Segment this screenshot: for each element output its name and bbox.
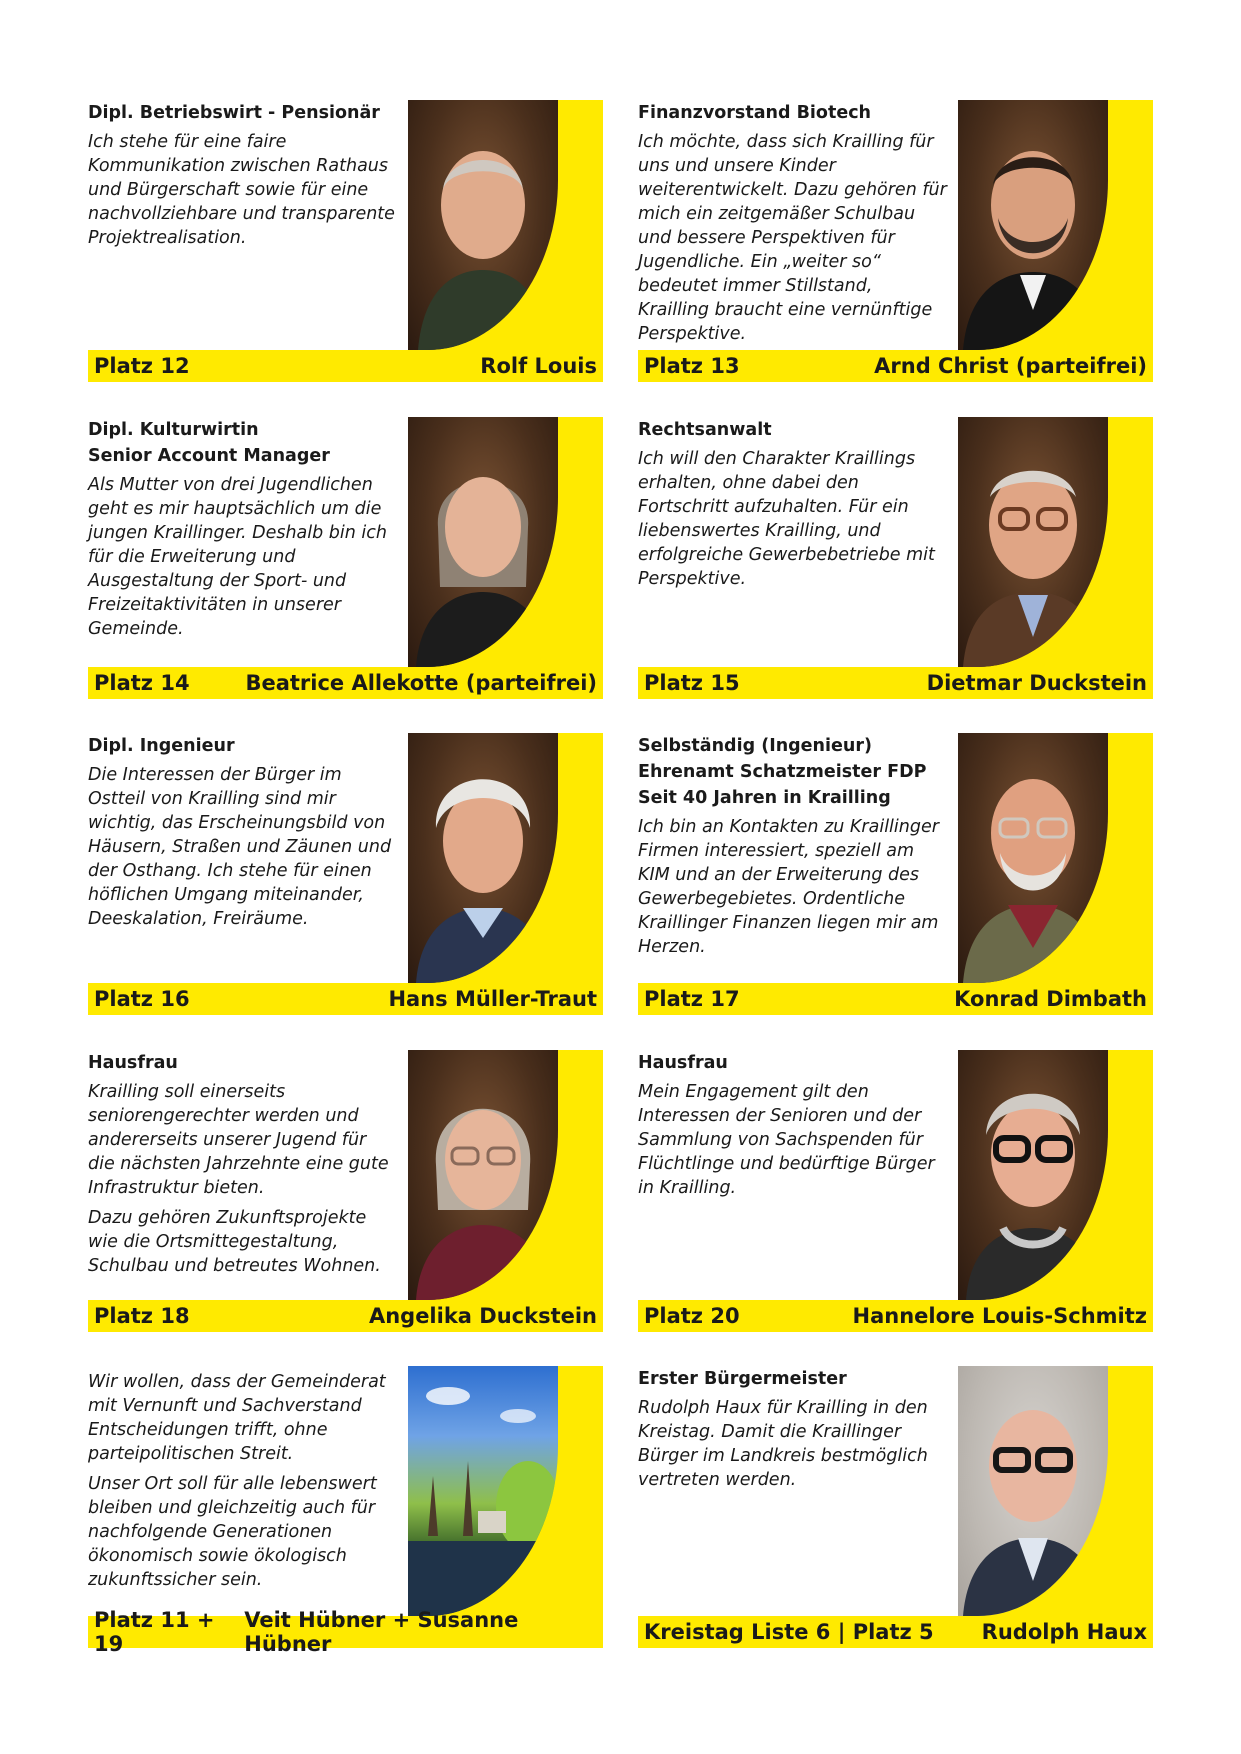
- candidate-text: [638, 1366, 948, 1498]
- candidate-role: Finanzvorstand Biotech: [638, 103, 872, 123]
- person-silhouette-icon: [408, 100, 558, 350]
- candidate-role: Senior Account Manager: [88, 446, 330, 466]
- list-position: Platz 14: [94, 671, 190, 695]
- name-bar: [638, 1616, 1153, 1648]
- candidate-role: Hausfrau: [638, 1053, 728, 1073]
- list-position: Platz 17: [644, 987, 740, 1011]
- candidate-name: Veit Hübner + Susanne Hübner: [244, 1608, 519, 1656]
- candidate-role: Seit 40 Jahren in Krailling: [638, 788, 891, 808]
- name-bar: [88, 350, 603, 382]
- photo-frame: [958, 100, 1153, 350]
- name-bar: [88, 1608, 603, 1656]
- candidate-statement: Wir wollen, dass der Gemeinderat mit Vernunft und Sachverstand Entscheidungen trifft, ohne parteipolitischen Streit. Unser Ort soll für alle lebenswert bleiben und gleichzeitig auch für nachfolgende Generationen ökonomisch sowie ökologisch zukunftssicher sein.: [88, 1372, 386, 1590]
- person-silhouette-icon: [958, 100, 1108, 350]
- candidate-text: [88, 417, 398, 647]
- candidate-card: [638, 1366, 1153, 1651]
- candidate-photo: [958, 1050, 1108, 1300]
- candidate-statement: Als Mutter von drei Jugendlichen geht es mir hauptsächlich um die jungen Kraillinger. Deshalb bin ich für die Erweiterung und Ausgestaltung der Sport- und Freizeitaktivitäten in unserer Gemeinde.: [88, 475, 388, 639]
- list-position: Platz 13: [644, 354, 740, 378]
- candidate-photo: [958, 417, 1108, 667]
- candidate-text: [88, 1050, 398, 1284]
- candidate-name: Rudolph Haux: [981, 1620, 1147, 1644]
- candidate-name: Dietmar Duckstein: [926, 671, 1147, 695]
- candidate-role: Hausfrau: [88, 1053, 178, 1073]
- candidate-card: [88, 100, 603, 385]
- list-position: Platz 16: [94, 987, 190, 1011]
- photo-frame: [958, 417, 1153, 667]
- landscape-photo: [408, 1366, 558, 1616]
- candidate-card: [88, 417, 603, 702]
- candidate-name: Hannelore Louis-Schmitz: [852, 1304, 1147, 1328]
- photo-frame: [958, 1366, 1153, 1616]
- candidate-text: [88, 100, 398, 256]
- candidate-photo: [408, 1050, 558, 1300]
- candidate-role: Dipl. Ingenieur: [88, 736, 235, 756]
- photo-frame: [408, 417, 603, 667]
- candidate-text: [638, 1050, 948, 1206]
- candidate-photo: [408, 100, 558, 350]
- candidate-statement: Ich will den Charakter Kraillings erhalten, ohne dabei den Fortschritt aufzuhalten. Für ein liebenswertes Krailling, und erfolgreiche Gewerbebetriebe mit Perspektive.: [638, 449, 935, 589]
- person-silhouette-icon: [408, 417, 558, 667]
- list-position: Platz 11 + 19: [94, 1608, 215, 1656]
- candidate-role: Selbständig (Ingenieur): [638, 736, 872, 756]
- candidate-role: Ehrenamt Schatzmeister FDP: [638, 762, 927, 782]
- candidate-photo: [958, 733, 1108, 983]
- candidate-role: Dipl. Kulturwirtin: [88, 420, 259, 440]
- photo-frame: [408, 1366, 603, 1616]
- candidate-text: [638, 733, 948, 965]
- person-silhouette-icon: [958, 417, 1108, 667]
- candidate-card: [638, 1050, 1153, 1335]
- candidate-photo: [408, 733, 558, 983]
- candidate-card: [88, 1050, 603, 1335]
- person-silhouette-icon: [408, 1050, 558, 1300]
- candidate-name: Rolf Louis: [480, 354, 597, 378]
- list-position: Kreistag Liste 6 | Platz 5: [644, 1620, 934, 1644]
- candidate-text: [88, 1366, 398, 1598]
- name-bar: [88, 667, 603, 699]
- name-bar: [638, 1300, 1153, 1332]
- candidate-statement: Mein Engagement gilt den Interessen der Senioren und der Sammlung von Sachspenden für Flüchtlinge und bedürftige Bürger in Krailling.: [638, 1082, 935, 1198]
- person-silhouette-icon: [958, 1366, 1108, 1616]
- candidate-card: [88, 733, 603, 1018]
- candidate-photo: [958, 1366, 1108, 1616]
- name-bar: [88, 983, 603, 1015]
- candidate-name: Angelika Duckstein: [368, 1304, 597, 1328]
- photo-frame: [408, 733, 603, 983]
- candidate-text: [88, 733, 398, 937]
- person-silhouette-icon: [958, 1050, 1108, 1300]
- candidate-statement: Die Interessen der Bürger im Ostteil von Krailling sind mir wichtig, das Erscheinungsbild von Häusern, Straßen und Zäunen und der Osthang. Ich stehe für einen höflichen Umgang miteinander, Deeskalation, Freiräume.: [88, 765, 392, 929]
- candidate-card: [638, 100, 1153, 385]
- photo-frame: [958, 733, 1153, 983]
- name-bar: [638, 667, 1153, 699]
- name-bar: [638, 350, 1153, 382]
- candidate-role: Rechtsanwalt: [638, 420, 772, 440]
- name-bar: [88, 1300, 603, 1332]
- candidate-photo: [408, 417, 558, 667]
- candidate-statement: Ich möchte, dass sich Krailling für uns und unsere Kinder weiterentwickelt. Dazu gehören für mich ein zeitgemäßer Schulbau und bessere Perspektiven für Jugendliche. Ein „weiter so“ bedeutet immer Stillstand, Krailling braucht eine vernünftige Perspektive.: [638, 132, 947, 344]
- photo-frame: [408, 1050, 603, 1300]
- candidate-statement: Ich stehe für eine faire Kommunikation zwischen Rathaus und Bürgerschaft sowie für eine nachvollziehbare und transparente Projektrealisation.: [88, 132, 395, 248]
- photo-frame: [958, 1050, 1153, 1300]
- candidate-statement: Rudolph Haux für Krailling in den Kreistag. Damit die Kraillinger Bürger im Landkreis bestmöglich vertreten werden.: [638, 1398, 928, 1490]
- candidate-role: Erster Bürgermeister: [638, 1369, 847, 1389]
- candidate-name: Hans Müller-Traut: [388, 987, 597, 1011]
- candidate-name: Beatrice Allekotte (parteifrei): [245, 671, 597, 695]
- list-position: Platz 15: [644, 671, 740, 695]
- candidate-statement: Ich bin an Kontakten zu Kraillinger Firmen interessiert, speziell am KIM und an der Erweiterung des Gewerbegebietes. Ordentliche Kraillinger Finanzen liegen mir am Herzen.: [638, 817, 939, 957]
- candidate-card: [638, 417, 1153, 702]
- list-position: Platz 20: [644, 1304, 740, 1328]
- name-bar: [638, 983, 1153, 1015]
- candidate-card: [638, 733, 1153, 1018]
- candidate-name: Konrad Dimbath: [954, 987, 1147, 1011]
- candidate-photo: [958, 100, 1108, 350]
- candidate-role: Dipl. Betriebswirt - Pensionär: [88, 103, 380, 123]
- list-position: Platz 18: [94, 1304, 190, 1328]
- park-landscape-icon: [408, 1366, 558, 1616]
- candidate-text: [638, 417, 948, 597]
- person-silhouette-icon: [408, 733, 558, 983]
- list-position: Platz 12: [94, 354, 190, 378]
- photo-frame: [408, 100, 603, 350]
- candidate-statement: Krailling soll einerseits seniorengerechter werden und andererseits unserer Jugend für die nächsten Jahrzehnte eine gute Infrastruktur bieten. Dazu gehören Zukunftsprojekte wie die Ortsmittegestaltung, Schulbau und betreutes Wohnen.: [88, 1082, 389, 1276]
- candidate-name: Arnd Christ (parteifrei): [874, 354, 1147, 378]
- candidate-card: [88, 1366, 603, 1656]
- person-silhouette-icon: [958, 733, 1108, 983]
- candidate-text: [638, 100, 948, 352]
